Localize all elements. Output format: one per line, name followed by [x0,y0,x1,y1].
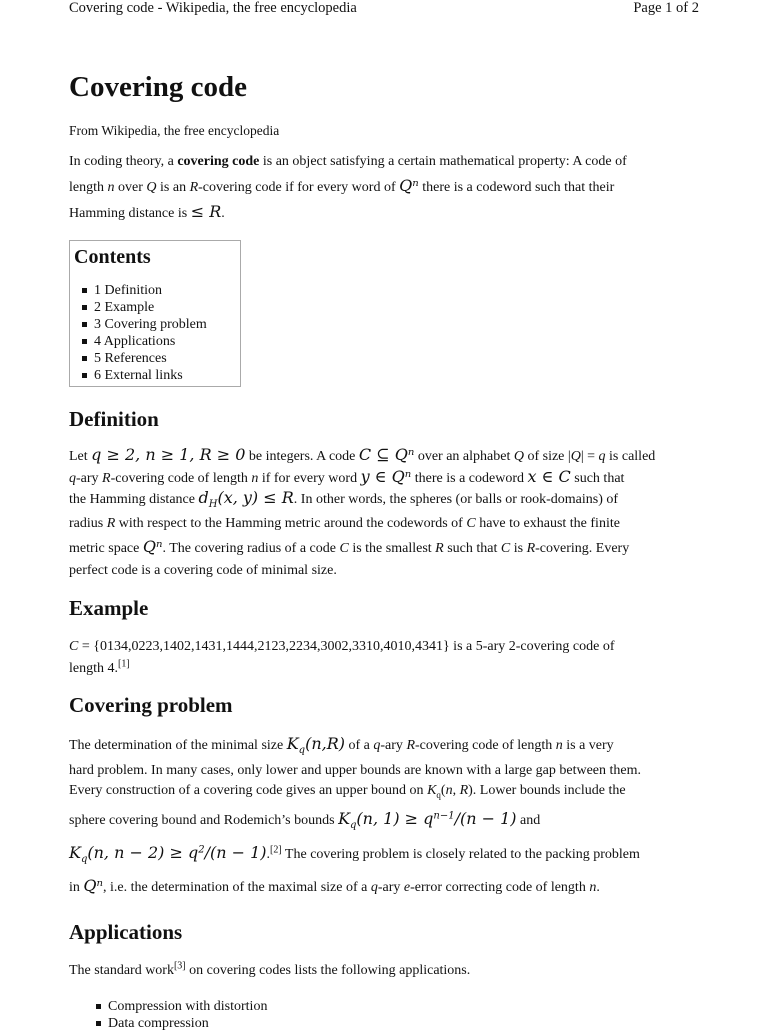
citation-3[interactable]: [3] [173,960,186,972]
from-wikipedia-note: From Wikipedia, the free encyclopedia [69,123,280,138]
list-item: Data compression [108,1015,701,1032]
table-of-contents [69,240,241,387]
header-page-number: Page 1 of 2 [633,0,699,16]
list-item: Compression with distortion [108,998,701,1015]
intro-bold-term: covering code [177,154,260,169]
toc-item-example[interactable]: 2 Example [94,299,238,316]
citation-1[interactable]: [1] [118,658,130,670]
section-heading-covering-problem: Covering problem [69,693,233,718]
applications-list [69,998,701,1032]
covering-problem-paragraph: The determination of the minimal size $K_q(n,R)$ of a q-ary R-covering code of length n is a very hard problem. In many cases, only lower and upper bounds are known with a large gap between them. Every construction of a covering code gives an upper bound on $K_q(n$, R). Lower bounds include the sphere covering bound and Rodemich’s bounds $K_q(n$, $1) \ge q^{n-1}/(n - 1)$ and $K_q(n$, $n - 2) \ge q^2/(n - 1).[2]$ The covering problem is closely related to the packing problem in Qⁿ, i.e. the determination of the maximal size of a q-ary e-error correcting code of length n. [69,734,642,896]
toc-item-definition[interactable]: 1 Definition [94,282,238,299]
toc-item-applications[interactable]: 4 Applications [94,333,238,350]
toc-item-external-links[interactable]: 6 External links [94,367,238,384]
print-header [69,0,699,22]
toc-item-covering-problem[interactable]: 3 Covering problem [94,316,238,333]
toc-title: Contents [74,246,151,268]
toc-list [74,282,238,384]
section-heading-definition: Definition [69,407,159,431]
article [69,68,701,1032]
citation-2[interactable]: [2] [270,844,282,856]
intro-paragraph: In coding theory, a covering code is an object satisfying a certain mathematical property: A code of length n over Q is an R-covering code if for every word of Qⁿ there is a codeword such that their Hamming distance is ≤ R. [69,154,627,221]
applications-paragraph: The standard work[3] on covering codes lists the following applications. [69,960,471,979]
page-title: Covering code [69,71,247,103]
example-paragraph: C = {0134,0223,1402,1431,1444,2123,2234,3002,3310,4010,4341} is a 5-ary 2-covering code of length 4.[1] [69,639,615,676]
toc-item-references[interactable]: 5 References [94,350,238,367]
section-heading-example: Example [69,596,149,621]
definition-paragraph: Let q ≥ 2, n ≥ 1, R ≥ 0 be integers. A code C ⊆ Qⁿ over an alphabet Q of size |Q| = q is called q-ary R-covering code of length n if for every word y ∈ Qⁿ there is a codeword x ∈ C such that the Hamming distance $d_H(x$, y) ≤ R. In other words, the spheres (or balls or rook-domains) of radius R with respect to the Hamming metric around the codewords of C have to exhaust the finite metric space Qⁿ. The covering radius of a code C is the smallest R such that C is R-covering. Every perfect code is a covering code of minimal size. [69,445,656,578]
header-title: Covering code - Wikipedia, the free encyclopedia [69,0,357,16]
section-heading-applications: Applications [69,920,183,945]
